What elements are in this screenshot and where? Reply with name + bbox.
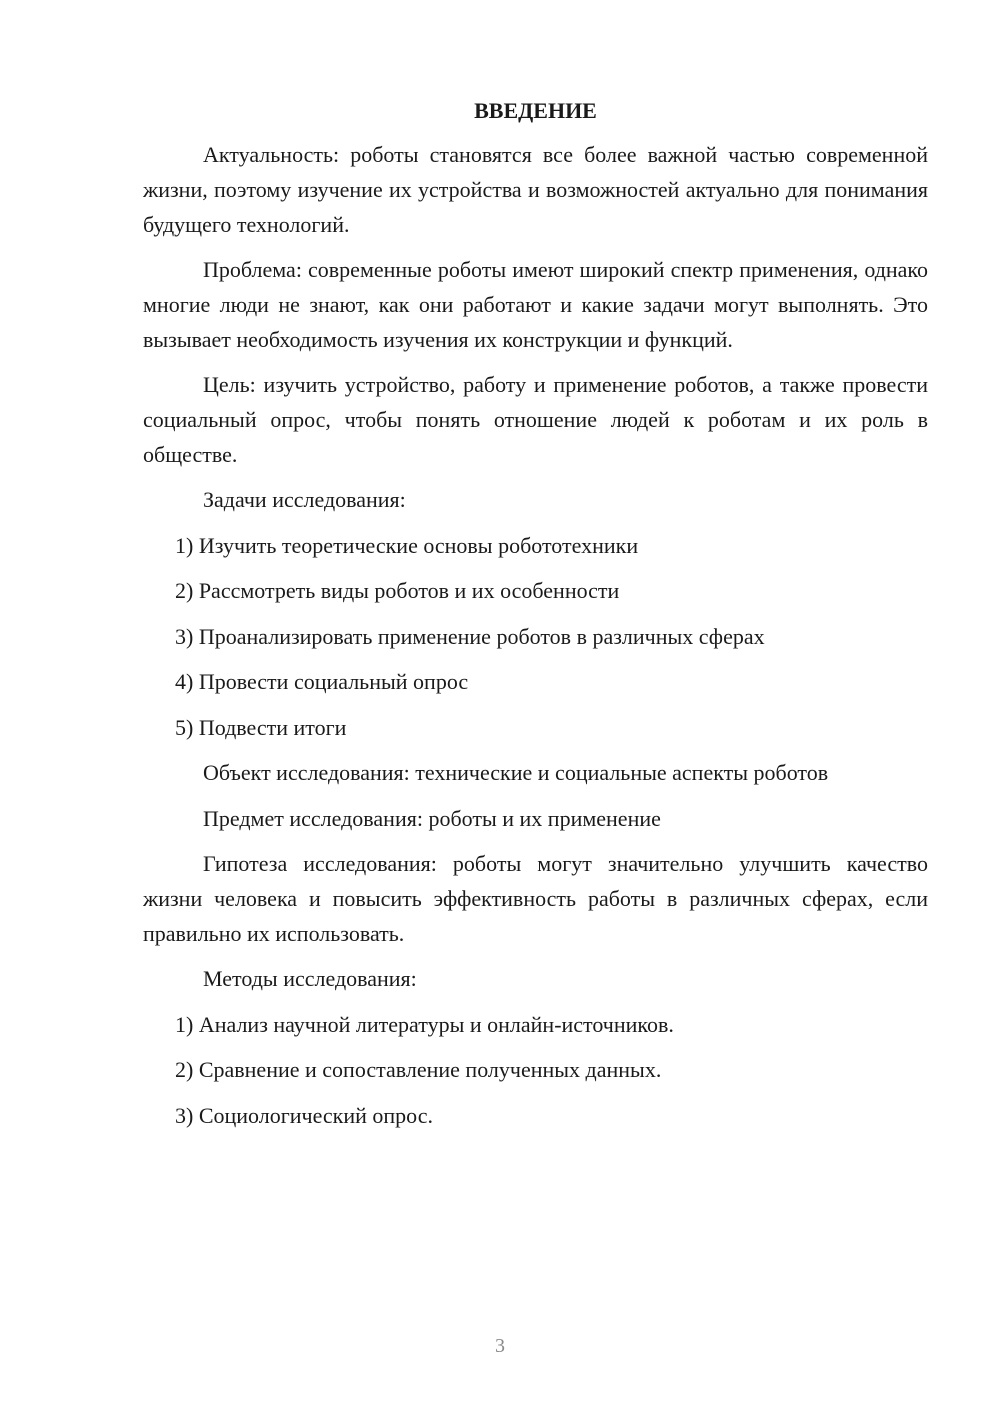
research-subject: Предмет исследования: роботы и их применение	[203, 805, 661, 831]
paragraph-relevance: Актуальность: роботы становятся все более важной частью современной жизни, поэтому изучение их устройства и возможностей актуально для понимания будущего технологий.	[143, 142, 928, 237]
task-item: 1) Изучить теоретические основы робототехники	[175, 532, 639, 558]
document-page	[143, 94, 928, 1143]
paragraph-hypothesis: Гипотеза исследования: роботы могут значительно улучшить качество жизни человека и повысить эффективность работы в различных сферах, если правильно их использовать.	[143, 851, 928, 946]
method-item: 1) Анализ научной литературы и онлайн-источников.	[175, 1011, 674, 1037]
task-item: 4) Провести социальный опрос	[175, 669, 469, 694]
section-title: ВВЕДЕНИЕ	[474, 98, 597, 123]
page-number: 3	[495, 1335, 505, 1357]
tasks-heading: Задачи исследования:	[203, 487, 406, 512]
method-item: 3) Социологический опрос.	[175, 1102, 433, 1128]
paragraph-problem: Проблема: современные роботы имеют широкий спектр применения, однако многие люди не знают, как они работают и какие задачи могут выполнять. Это вызывает необходимость изучения их конструкции и функций.	[143, 257, 928, 352]
task-item: 5) Подвести итоги	[175, 714, 347, 740]
methods-heading: Методы исследования:	[203, 966, 417, 991]
task-item: 3) Проанализировать применение роботов в различных сферах	[175, 623, 765, 649]
task-item: 2) Рассмотреть виды роботов и их особенности	[175, 578, 620, 603]
method-item: 2) Сравнение и сопоставление полученных данных.	[175, 1057, 662, 1082]
research-object: Объект исследования: технические и социальные аспекты роботов	[203, 760, 829, 785]
paragraph-goal: Цель: изучить устройство, работу и применение роботов, а также провести социальный опрос, чтобы понять отношение людей к роботам и их роль в обществе.	[143, 372, 928, 467]
